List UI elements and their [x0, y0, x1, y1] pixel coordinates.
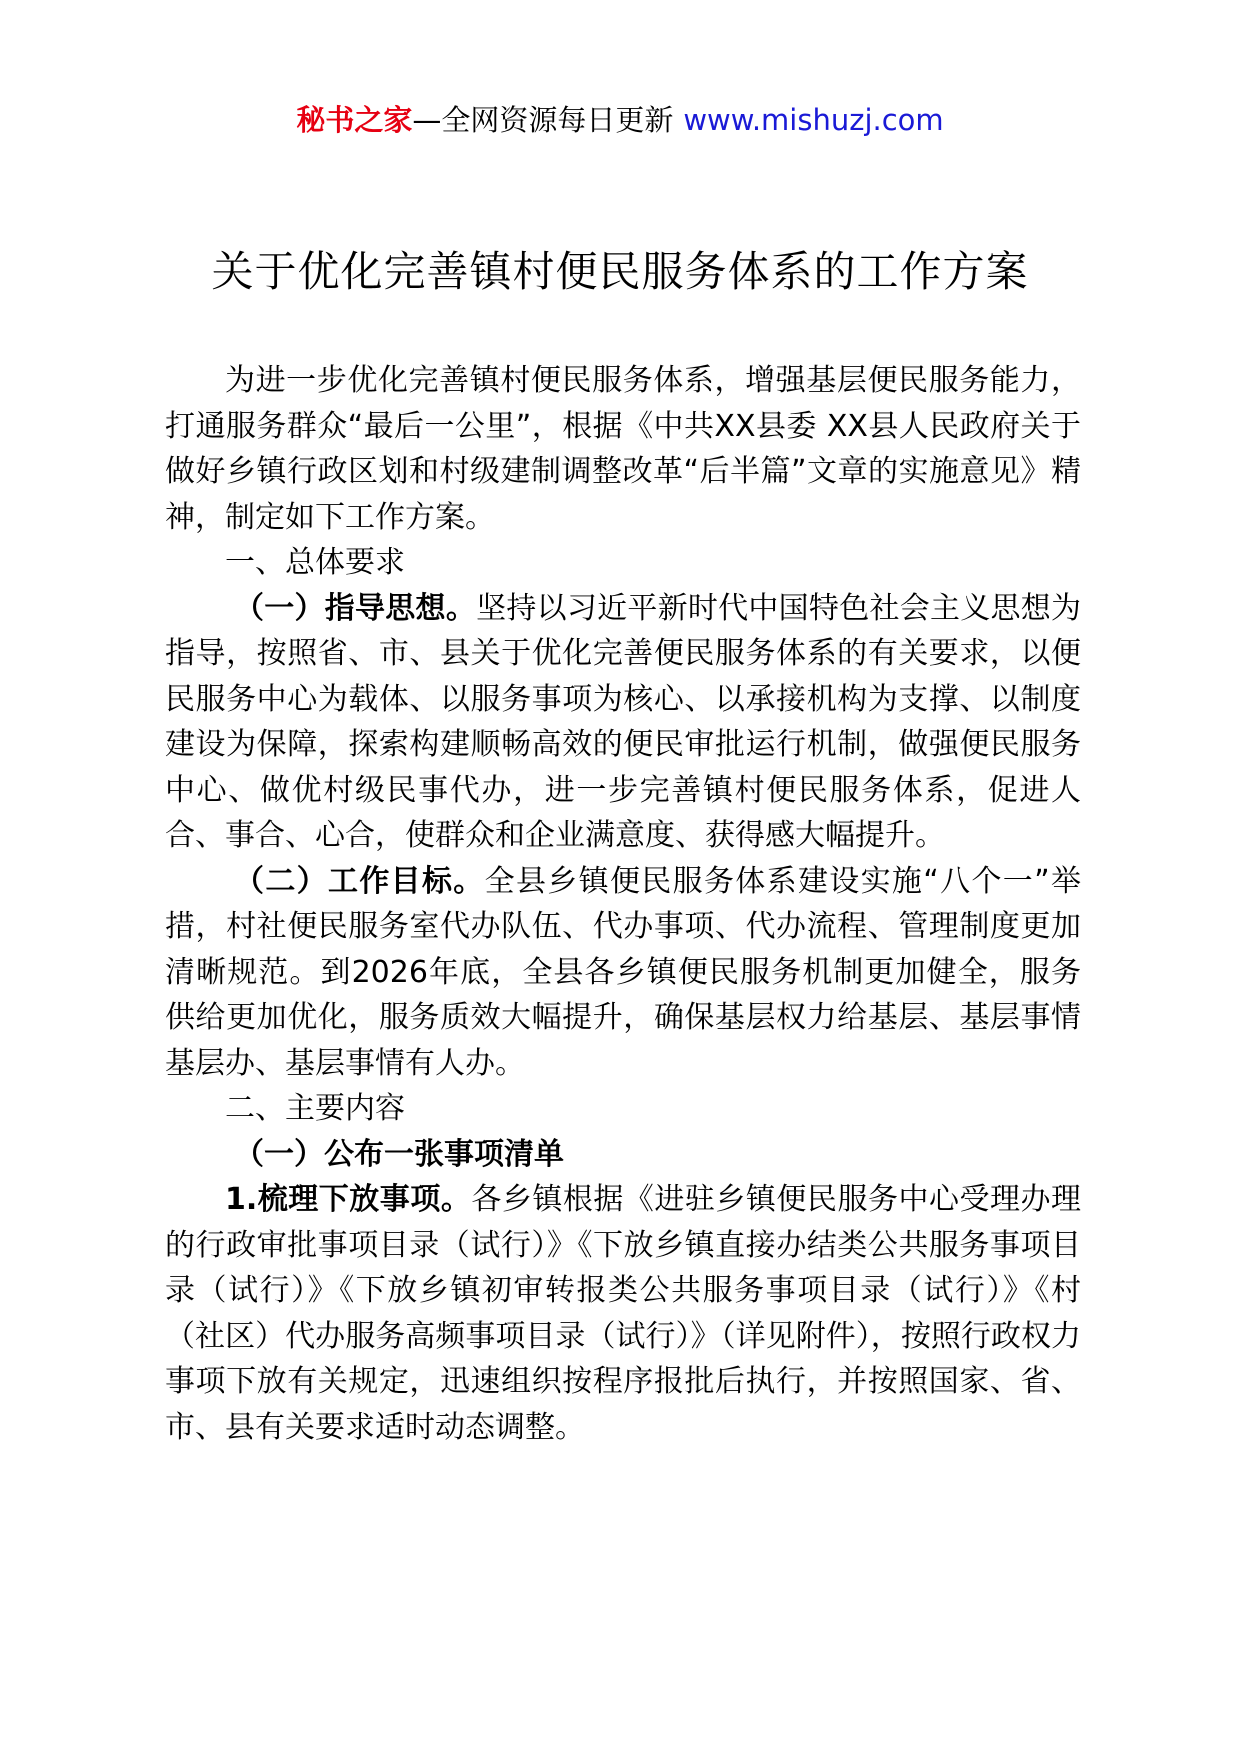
section-heading-2: 二、主要内容 — [225, 1091, 405, 1126]
site-header — [0, 100, 1240, 140]
brand-name: 秘书之家 — [296, 103, 413, 137]
header-tagline: —全网资源每日更新 — [412, 103, 674, 137]
document-title: 关于优化完善镇村便民服务体系的工作方案 — [211, 247, 1029, 296]
document-body — [165, 358, 1081, 1450]
point-1-lead: 1.梳理下放事项。 — [225, 1182, 472, 1217]
point-1-text: 各乡镇根据《进驻乡镇便民服务中心受理办理的行政审批事项目录（试行）》《下放乡镇直接办结类公共服务事项目录（试行）》《下放乡镇初审转报类公共服务事项目录（试行）》《村（社区）代办服务高频事项目录（试行）》（详见附件），按照行政权力事项下放有关规定，迅速组织按程序报批后执行，并按照国家、省、市、县有关要求适时动态调整。 — [165, 1182, 1081, 1445]
guiding-thought-text: 坚持以习近平新时代中国特色社会主义思想为指导，按照省、市、县关于优化完善便民服务体系的有关要求，以便民服务中心为载体、以服务事项为核心、以承接机构为支撑、以制度建设为保障，探索构建顺畅高效的便民审批运行机制，做强便民服务中心、做优村级民事代办，进一步完善镇村便民服务体系，促进人合、事合、心合，使群众和企业满意度、获得感大幅提升。 — [165, 590, 1082, 853]
work-goal-text: 全县乡镇便民服务体系建设实施“八个一”举措，村社便民服务室代办队伍、代办事项、代办流程、管理制度更加清晰规范。到2026年底，全县各乡镇便民服务机制更加健全，服务供给更加优化，服务质效大幅提升，确保基层权力给基层、基层事情基层办、基层事情有人办。 — [165, 863, 1081, 1081]
point-1-paragraph — [165, 1177, 1081, 1450]
work-goal-paragraph — [165, 859, 1081, 1087]
guiding-thought-lead: （一）指导思想。 — [234, 590, 477, 626]
guiding-thought-paragraph — [165, 586, 1081, 859]
section-heading-1: 一、总体要求 — [225, 545, 405, 580]
subsection-heading-1: （一）公布一张事项清单 — [234, 1136, 564, 1172]
work-goal-lead: （二）工作目标。 — [234, 863, 485, 899]
site-url[interactable]: www.mishuzj.com — [683, 103, 944, 137]
intro-paragraph: 为进一步优化完善镇村便民服务体系，增强基层便民服务能力，打通服务群众“最后一公里”，根据《中共XX县委 XX县人民政府关于做好乡镇行政区划和村级建制调整改革“后半篇”文章的实施意见》精神，制定如下工作方案。 — [165, 363, 1081, 535]
